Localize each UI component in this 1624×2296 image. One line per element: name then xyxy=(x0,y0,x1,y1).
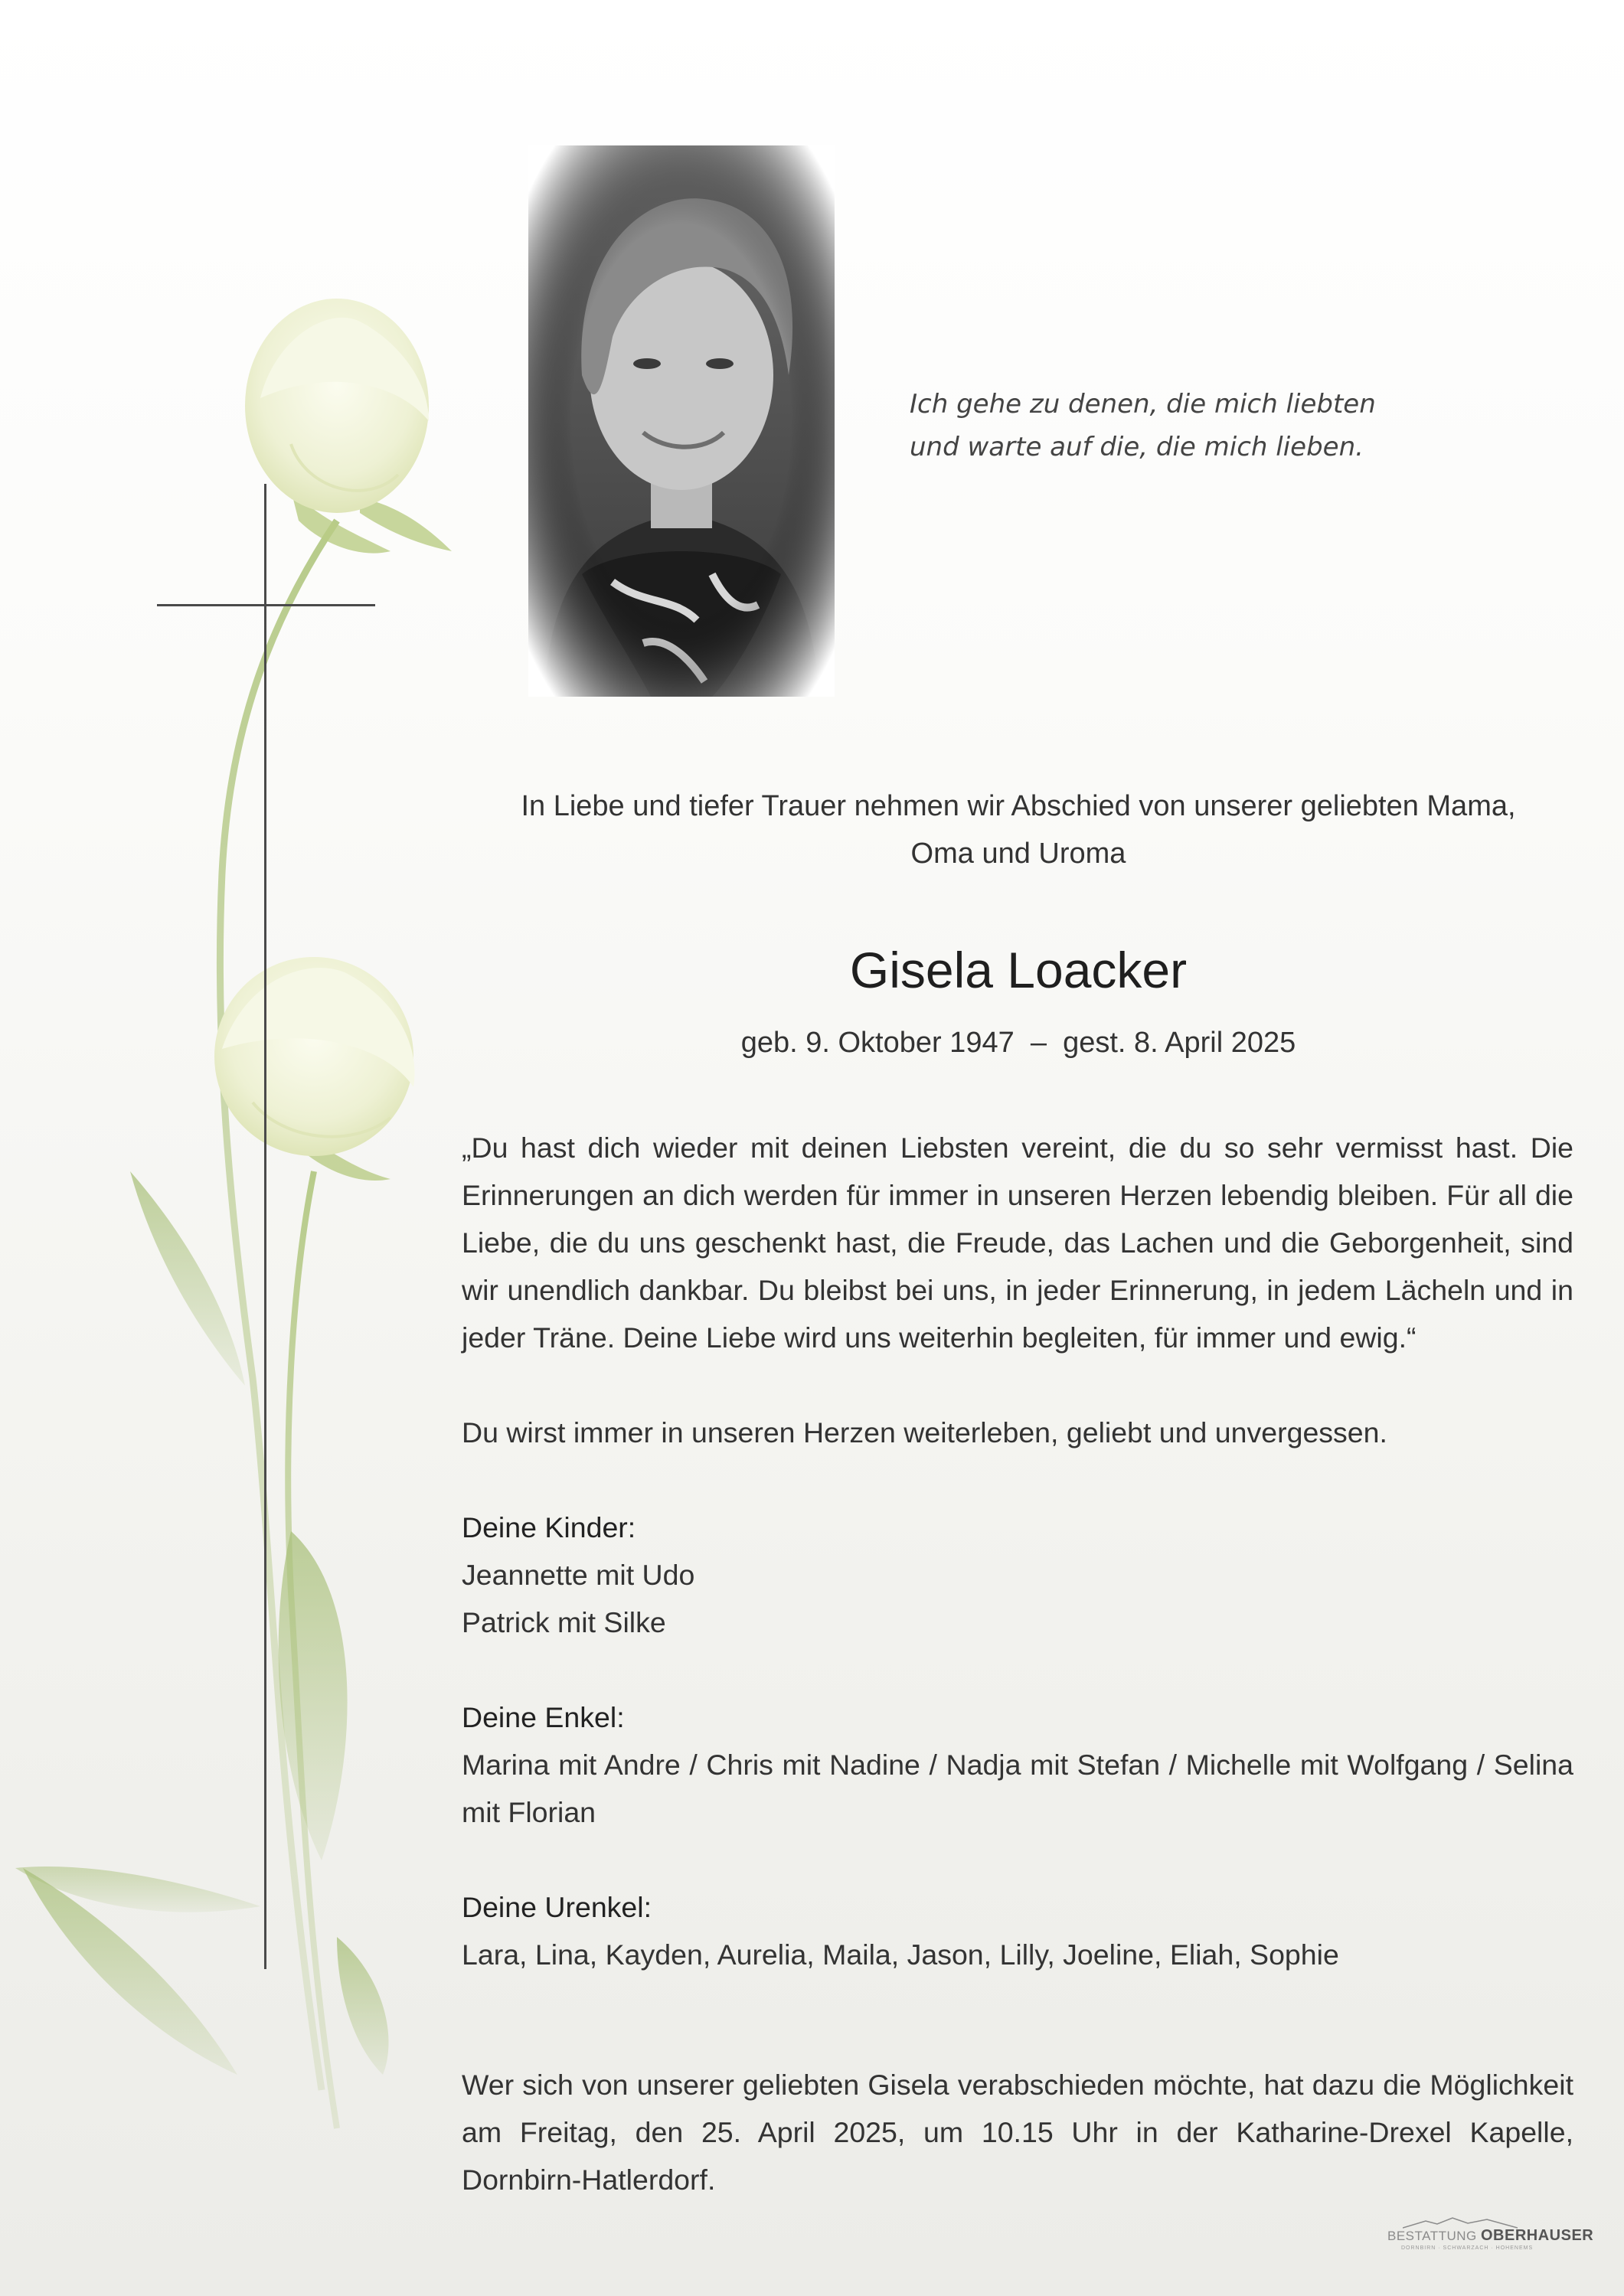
children-label: Deine Kinder: xyxy=(462,1511,636,1543)
portrait-photo xyxy=(528,145,835,697)
announcement-line-1: In Liebe und tiefer Trauer nehmen wir Abschied von unserer geliebten Mama, xyxy=(521,790,1516,822)
logo-prefix: BESTATTUNG xyxy=(1387,2229,1477,2243)
logo-locations: DORNBIRN · SCHWARZACH · HOHENEMS xyxy=(1401,2245,1534,2251)
cross-vertical-bar xyxy=(264,484,266,1969)
logo-text xyxy=(1387,2227,1593,2245)
farewell-notice: Wer sich von unserer geliebten Gisela verabschieden möchte, hat dazu die Möglichkeit am Freitag, den 25. April 2025, um 10.15 Uhr in der Katharine-Drexel Kapelle, Dornbirn-Hatlerdorf. xyxy=(462,2069,1573,2196)
rose-top xyxy=(245,299,429,513)
quote-line-1: Ich gehe zu denen, die mich liebten xyxy=(910,389,1376,420)
mourning-announcement xyxy=(459,782,1577,877)
white-roses-illustration xyxy=(0,291,475,2167)
logo-brand-name: OBERHAUSER xyxy=(1481,2227,1594,2244)
funeral-home-logo xyxy=(1387,2216,1594,2255)
announcement-line-2: Oma und Uroma xyxy=(910,838,1126,870)
great-grandchildren-label: Deine Urenkel: xyxy=(462,1891,652,1923)
deceased-name: Gisela Loacker xyxy=(849,942,1188,998)
grandchildren-label: Deine Enkel: xyxy=(462,1701,625,1733)
obituary-body xyxy=(462,1124,1573,1978)
memorial-quote xyxy=(910,383,1446,469)
cross-horizontal-bar xyxy=(157,604,375,606)
child-entry: Jeannette mit Udo xyxy=(462,1559,695,1591)
quote-line-2: und warte auf die, die mich lieben. xyxy=(910,432,1364,462)
tribute-paragraph: „Du hast dich wieder mit deinen Liebsten vereint, die du so sehr vermisst hast. Die Erinnerungen an dich werden für immer in unseren Herzen lebendig bleiben. Für all die Liebe, die du uns geschenkt hast, die Freude, das Lachen und die Geborgenheit, sind wir unendlich dankbar. Du bleibst bei uns, in jeder Erinnerung, in jedem Lächeln und in jeder Träne. Deine Liebe wird uns weiterhin begleiten, für immer und ewig.“ xyxy=(462,1132,1573,1354)
life-dates: geb. 9. Oktober 1947 – gest. 8. April 2025 xyxy=(740,1027,1296,1059)
grandchildren-list: Marina mit Andre / Chris mit Nadine / Nadja mit Stefan / Michelle mit Wolfgang / Selina mit Florian xyxy=(462,1749,1573,1828)
great-grandchildren-list: Lara, Lina, Kayden, Aurelia, Maila, Jason, Lilly, Joeline, Eliah, Sophie xyxy=(462,1938,1339,1971)
remembrance-line: Du wirst immer in unseren Herzen weiterleben, geliebt und unvergessen. xyxy=(462,1416,1387,1448)
rose-bottom xyxy=(214,957,415,1156)
child-entry: Patrick mit Silke xyxy=(462,1606,666,1638)
